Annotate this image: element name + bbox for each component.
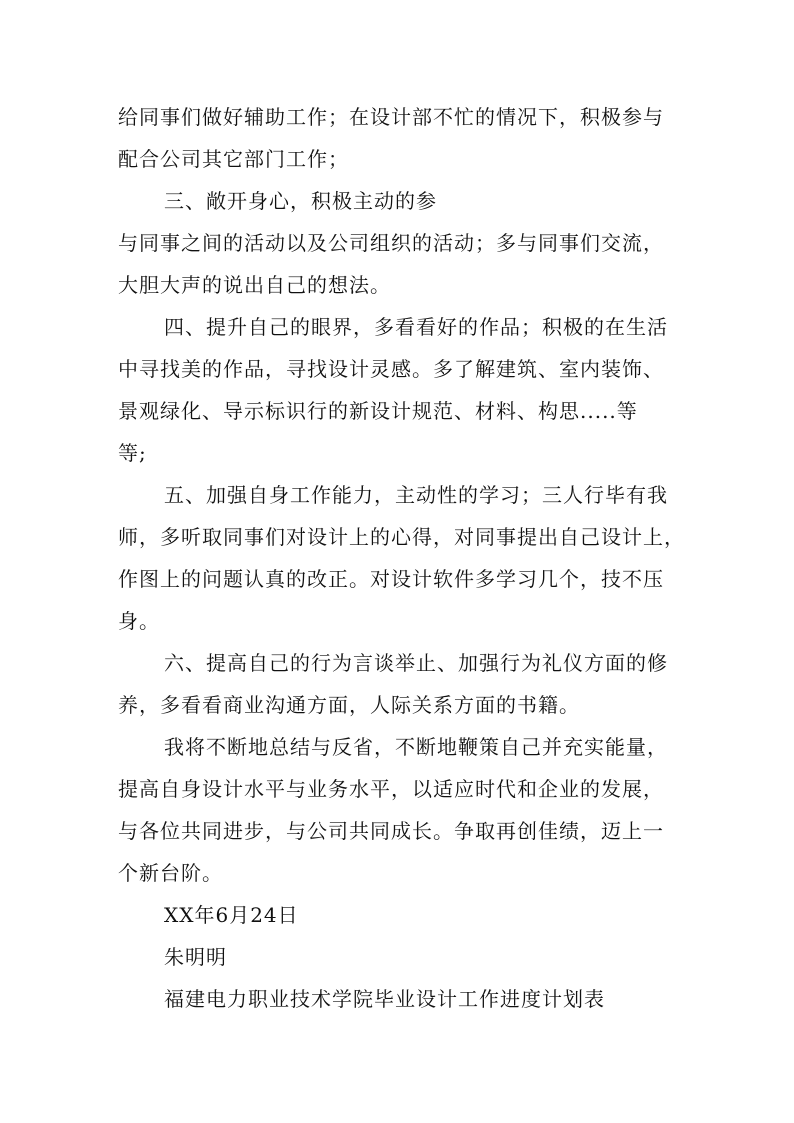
section-heading-6: 六、提高自己的行为言谈举止、加强行为礼仪方面的修 [164,651,668,675]
body-line: 等; [118,441,147,465]
footer-title: 福建电力职业技术学院毕业设计工作进度计划表 [164,987,605,1011]
body-line: 中寻找美的作品，寻找设计灵感。多了解建筑、室内装饰、 [118,357,664,381]
body-line: 与同事之间的活动以及公司组织的活动；多与同事们交流， [118,231,664,255]
body-line: 师，多听取同事们对设计上的心得，对同事提出自己设计上， [118,525,685,549]
date-line: XX年6月24日 [164,903,299,927]
body-line: 养，多看看商业沟通方面，人际关系方面的书籍。 [118,693,580,717]
body-line: 提高自身设计水平与业务水平，以适应时代和企业的发展， [118,777,664,801]
body-line: 作图上的问题认真的改正。对设计软件多学习几个，技不压 [118,567,664,591]
body-line: 大胆大声的说出自己的想法。 [118,273,391,297]
body-line: 个新台阶。 [118,861,223,885]
body-line: 身。 [118,609,160,633]
closing-paragraph-start: 我将不断地总结与反省，不断地鞭策自己并充实能量， [164,735,668,759]
body-line: 配合公司其它部门工作； [118,147,349,171]
body-line: 景观绿化、导示标识行的新设计规范、材料、构思.....等 [118,399,638,423]
body-line: 给同事们做好辅助工作；在设计部不忙的情况下，积极参与 [118,105,664,129]
body-line: 与各位共同进步，与公司共同成长。争取再创佳绩，迈上一 [118,819,664,843]
section-heading-3: 三、敞开身心，积极主动的参 [164,189,437,213]
section-heading-5: 五、加强自身工作能力，主动性的学习；三人行毕有我 [164,483,668,507]
signature-name: 朱明明 [164,945,227,969]
section-heading-4: 四、提升自己的眼界，多看看好的作品；积极的在生活 [164,315,668,339]
